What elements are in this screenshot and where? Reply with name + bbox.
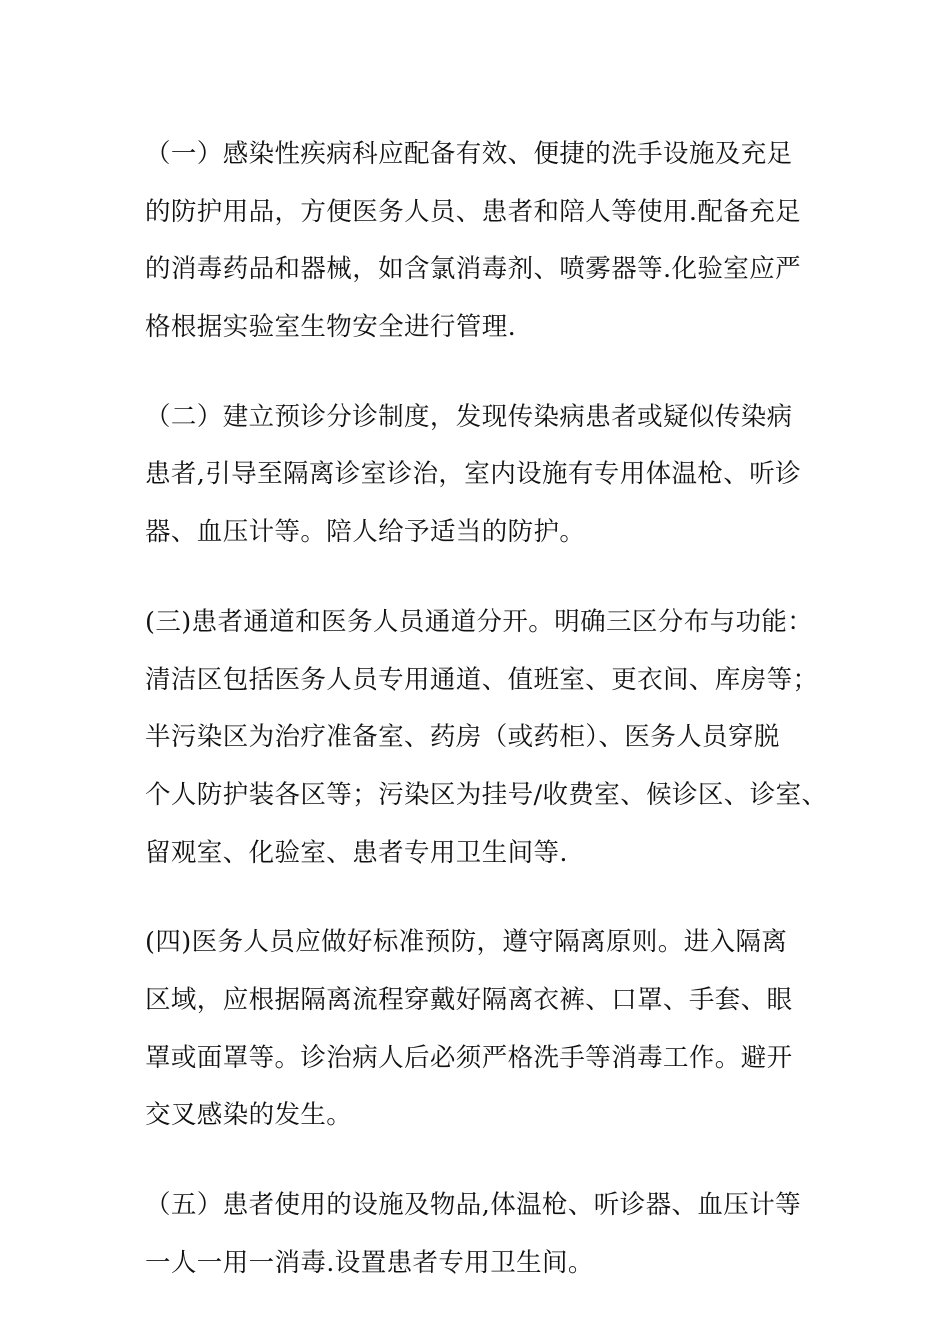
- text-line: 留观室、化验室、患者专用卫生间等.: [145, 837, 568, 868]
- text-line: (四)医务人员应做好标准预防，遵守隔离原则。进入隔离: [145, 927, 788, 958]
- text-line: 患者,引导至隔离诊室诊治，室内设施有专用体温枪、听诊: [145, 459, 802, 490]
- paragraph-1: [145, 126, 835, 357]
- text-line: 交叉感染的发生。: [145, 1100, 353, 1131]
- text-line: 的消毒药品和器械，如含氯消毒剂、喷雾器等.化验室应严: [145, 254, 802, 285]
- text-line: 格根据实验室生物安全进行管理.: [145, 312, 517, 343]
- text-line: （二）建立预诊分诊制度，发现传染病患者或疑似传染病: [145, 401, 793, 432]
- text-line: (三)患者通道和医务人员通道分开。明确三区分布与功能：: [145, 606, 814, 637]
- text-line: 区域，应根据隔离流程穿戴好隔离衣裤、口罩、手套、眼: [145, 984, 793, 1015]
- text-line: 个人防护装各区等；污染区为挂号/收费室、候诊区、诊室、: [145, 779, 828, 810]
- paragraph-2: [145, 389, 835, 562]
- paragraph-4: [145, 914, 835, 1145]
- text-line: 清洁区包括医务人员专用通道、值班室、更衣间、库房等；: [145, 664, 819, 695]
- text-line: 半污染区为治疗准备室、药房（或药柜）、医务人员穿脱: [145, 722, 780, 753]
- text-line: 一人一用一消毒.设置患者专用卫生间。: [145, 1247, 594, 1278]
- text-line: 器、血压计等。陪人给予适当的防护。: [145, 517, 586, 548]
- text-line: 罩或面罩等。诊治病人后必须严格洗手等消毒工作。避开: [145, 1042, 793, 1073]
- paragraph-5: [145, 1177, 835, 1292]
- paragraph-3: [145, 594, 835, 882]
- text-line: （一）感染性疾病科应配备有效、便捷的洗手设施及充足: [145, 139, 793, 169]
- text-line: （五）患者使用的设施及物品,体温枪、听诊器、血压计等: [145, 1190, 802, 1220]
- text-line: 的防护用品，方便医务人员、患者和陪人等使用.配备充足: [145, 196, 802, 227]
- document-body: [145, 126, 835, 1324]
